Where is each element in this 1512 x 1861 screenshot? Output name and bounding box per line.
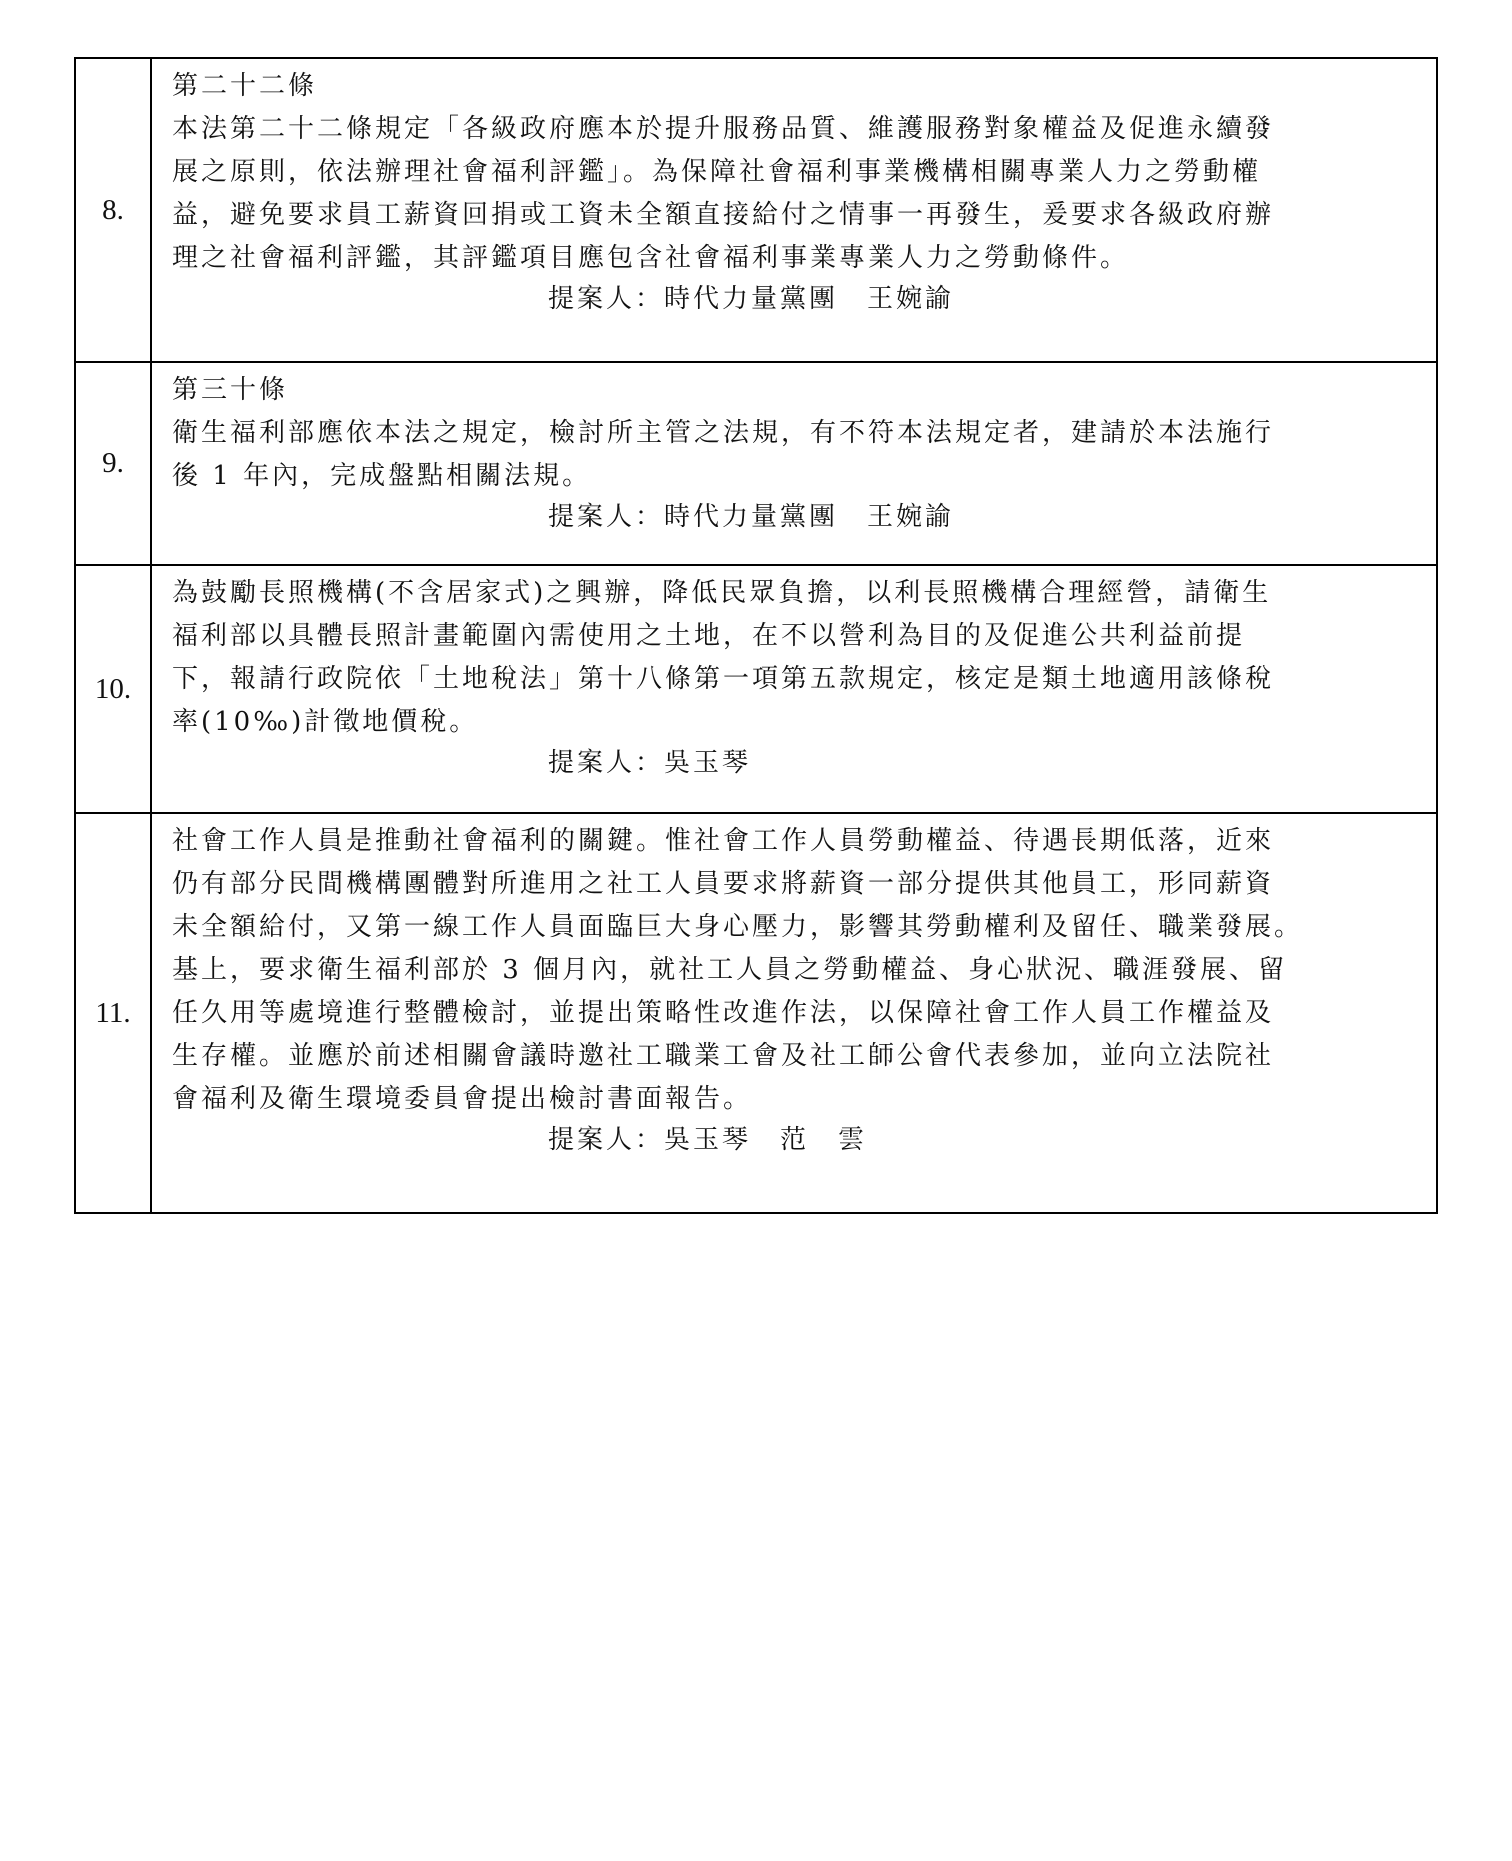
proposer-line: 提案人：時代力量黨團 王婉諭 (548, 284, 955, 314)
text-line: 衛生福利部應依本法之規定，檢討所主管之法規，有不符本法規定者，建請於本法施行 (172, 418, 1275, 448)
item-number: 9. (75, 362, 151, 565)
text-line: 展之原則，依法辦理社會福利評鑑」。為保障社會福利事業機構相關專業人力之勞動權 (172, 157, 1262, 187)
table-row (75, 58, 1437, 362)
proposer-line: 提案人：吳玉琴 范 雲 (548, 1125, 868, 1155)
text-line: 理之社會福利評鑑，其評鑑項目應包含社會福利事業專業人力之勞動條件。 (172, 243, 1130, 273)
text-line: 任久用等處境進行整體檢討，並提出策略性改進作法，以保障社會工作人員工作權益及 (172, 998, 1275, 1028)
text-line: 第三十條 (172, 375, 289, 405)
text-line: 益，避免要求員工薪資回捐或工資未全額直接給付之情事一再發生，爰要求各級政府辦 (172, 200, 1275, 230)
text-line: 基上，要求衛生福利部於 3 個月內，就社工人員之勞動權益、身心狀況、職涯發展、留 (172, 955, 1288, 985)
text-line: 會福利及衛生環境委員會提出檢討書面報告。 (172, 1084, 753, 1114)
text-line: 社會工作人員是推動社會福利的關鍵。惟社會工作人員勞動權益、待遇長期低落，近來 (172, 826, 1275, 856)
table-row (75, 813, 1437, 1213)
text-line: 率(10‰)計徵地價稅。 (172, 707, 479, 737)
text-line: 未全額給付，又第一線工作人員面臨巨大身心壓力，影響其勞動權利及留任、職業發展。 (172, 912, 1304, 942)
text-line: 下，報請行政院依「土地稅法」第十八條第一項第五款規定，核定是類土地適用該條稅 (172, 664, 1275, 694)
text-line: 為鼓勵長照機構(不含居家式)之興辦，降低民眾負擔，以利長照機構合理經營，請衛生 (172, 578, 1272, 608)
table-row (75, 362, 1437, 565)
text-line: 生存權。並應於前述相關會議時邀社工職業工會及社工師公會代表參加，並向立法院社 (172, 1041, 1275, 1071)
proposal-table (74, 57, 1438, 1214)
item-content (151, 58, 1437, 362)
item-text (172, 59, 1422, 280)
item-text (172, 566, 1422, 744)
text-line: 後 1 年內，完成盤點相關法規。 (172, 461, 592, 491)
item-number: 8. (75, 58, 151, 362)
text-line: 第二十二條 (172, 71, 318, 101)
proposer-line: 提案人：吳玉琴 (548, 748, 752, 778)
text-line: 仍有部分民間機構團體對所進用之社工人員要求將薪資一部分提供其他員工，形同薪資 (172, 869, 1275, 899)
item-content (151, 813, 1437, 1213)
item-number: 10. (75, 565, 151, 813)
item-number: 11. (75, 813, 151, 1213)
proposer-line: 提案人：時代力量黨團 王婉諭 (548, 502, 955, 532)
table-row (75, 565, 1437, 813)
item-text (172, 814, 1422, 1121)
text-line: 本法第二十二條規定「各級政府應本於提升服務品質、維護服務對象權益及促進永續發 (172, 114, 1275, 144)
item-text (172, 363, 1422, 498)
text-line: 福利部以具體長照計畫範圍內需使用之土地，在不以營利為目的及促進公共利益前提 (172, 621, 1246, 651)
item-content (151, 362, 1437, 565)
item-content (151, 565, 1437, 813)
